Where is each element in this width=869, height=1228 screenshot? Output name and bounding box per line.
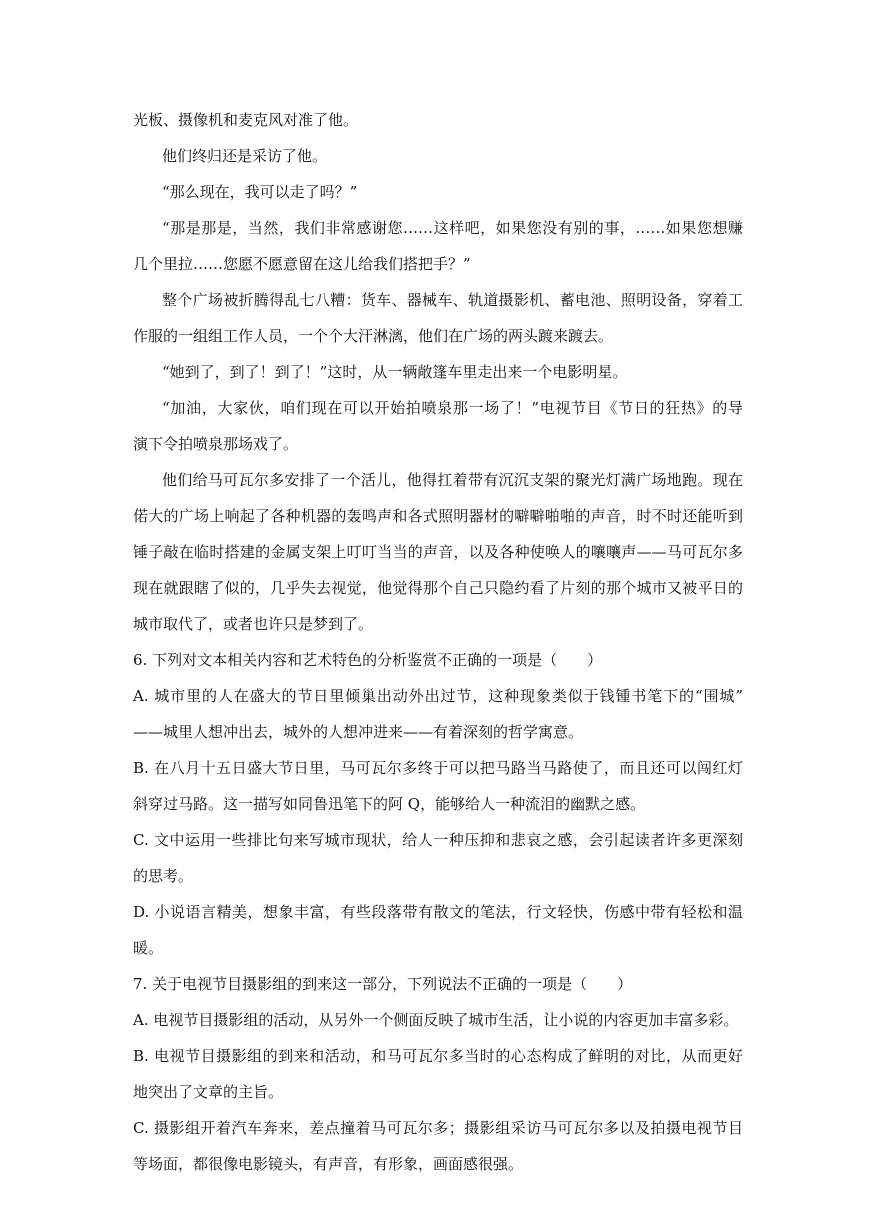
question-option: C. 文中运用一些排比句来写城市现状，给人一种压抑和悲哀之感，会引起读者许多更深刻 — [133, 831, 743, 849]
question-option: 等场面，都很像电影镜头，有声音，有形象，画面感很强。 — [133, 1155, 524, 1173]
passage-line: 作服的一组组工作人员，一个个大汗淋漓，他们在广场的两头踱来踱去。 — [133, 327, 614, 345]
passage-line: 演下令拍喷泉那场戏了。 — [133, 435, 299, 453]
question-option: 斜穿过马路。这一描写如同鲁迅笔下的阿 Q，能够给人一种流泪的幽默之感。 — [133, 795, 646, 813]
question-stem: 6. 下列对文本相关内容和艺术特色的分析鉴赏不正确的一项是（ ） — [133, 651, 603, 669]
passage-line: 城市取代了，或者也许只是梦到了。 — [133, 615, 374, 633]
question-option: B. 在八月十五日盛大节日里，马可瓦尔多终于可以把马路当马路使了，而且还可以闯红灯 — [133, 759, 743, 777]
question-option: 的思考。 — [133, 867, 194, 885]
passage-line: “那是那是，当然，我们非常感谢您……这样吧，如果您没有别的事，……如果您想赚 — [162, 219, 743, 237]
question-option: C. 摄影组开着汽车奔来，差点撞着马可瓦尔多；摄影组采访马可瓦尔多以及拍摄电视节目 — [133, 1119, 743, 1137]
question-option: D. 小说语言精美，想象丰富，有些段落带有散文的笔法，行文轻快，伤感中带有轻松和温 — [133, 903, 743, 921]
passage-line: “那么现在，我可以走了吗？” — [162, 183, 358, 201]
passage-line: 他们给马可瓦尔多安排了一个活儿，他得扛着带有沉沉支架的聚光灯满广场地跑。现在 — [162, 471, 743, 489]
passage-line: 整个广场被折腾得乱七八糟：货车、器械车、轨道摄影机、蓄电池、照明设备，穿着工 — [162, 291, 743, 309]
passage-line: 锤子敲在临时搭建的金属支架上叮叮当当的声音，以及各种使唤人的嚷嚷声——马可瓦尔多 — [133, 543, 743, 561]
question-stem: 7. 关于电视节目摄影组的到来这一部分，下列说法不正确的一项是（ ） — [133, 975, 633, 993]
question-option: 暖。 — [133, 939, 164, 957]
passage-line: 现在就跟瞎了似的，几乎失去视觉，他觉得那个自己只隐约看了片刻的那个城市又被平日的 — [133, 579, 743, 597]
passage-line: 偌大的广场上响起了各种机器的轰鸣声和各式照明器材的噼噼啪啪的声音，时不时还能听到 — [133, 507, 743, 525]
question-option: B. 电视节目摄影组的到来和活动，和马可瓦尔多当时的心态构成了鲜明的对比，从而更好 — [133, 1047, 743, 1065]
question-option: 地突出了文章的主旨。 — [133, 1083, 284, 1101]
passage-line: 几个里拉……您愿不愿意留在这儿给我们搭把手？” — [133, 255, 471, 273]
passage-line: 光板、摄像机和麦克风对准了他。 — [133, 111, 359, 129]
question-option: A. 城市里的人在盛大的节日里倾巢出动外出过节，这种现象类似于钱锺书笔下的“围城” — [133, 687, 743, 705]
passage-line: 他们终归还是采访了他。 — [162, 147, 328, 165]
passage-line: “加油，大家伙，咱们现在可以开始拍喷泉那一场了！”电视节目《节日的狂热》的导 — [162, 399, 743, 417]
question-option: A. 电视节目摄影组的活动，从另外一个侧面反映了城市生活，让小说的内容更加丰富多彩。 — [133, 1011, 739, 1029]
passage-line: “她到了，到了！到了！”这时，从一辆敞篷车里走出来一个电影明星。 — [162, 363, 628, 381]
question-option: ——城里人想冲出去，城外的人想冲进来——有着深刻的哲学寓意。 — [133, 723, 584, 741]
